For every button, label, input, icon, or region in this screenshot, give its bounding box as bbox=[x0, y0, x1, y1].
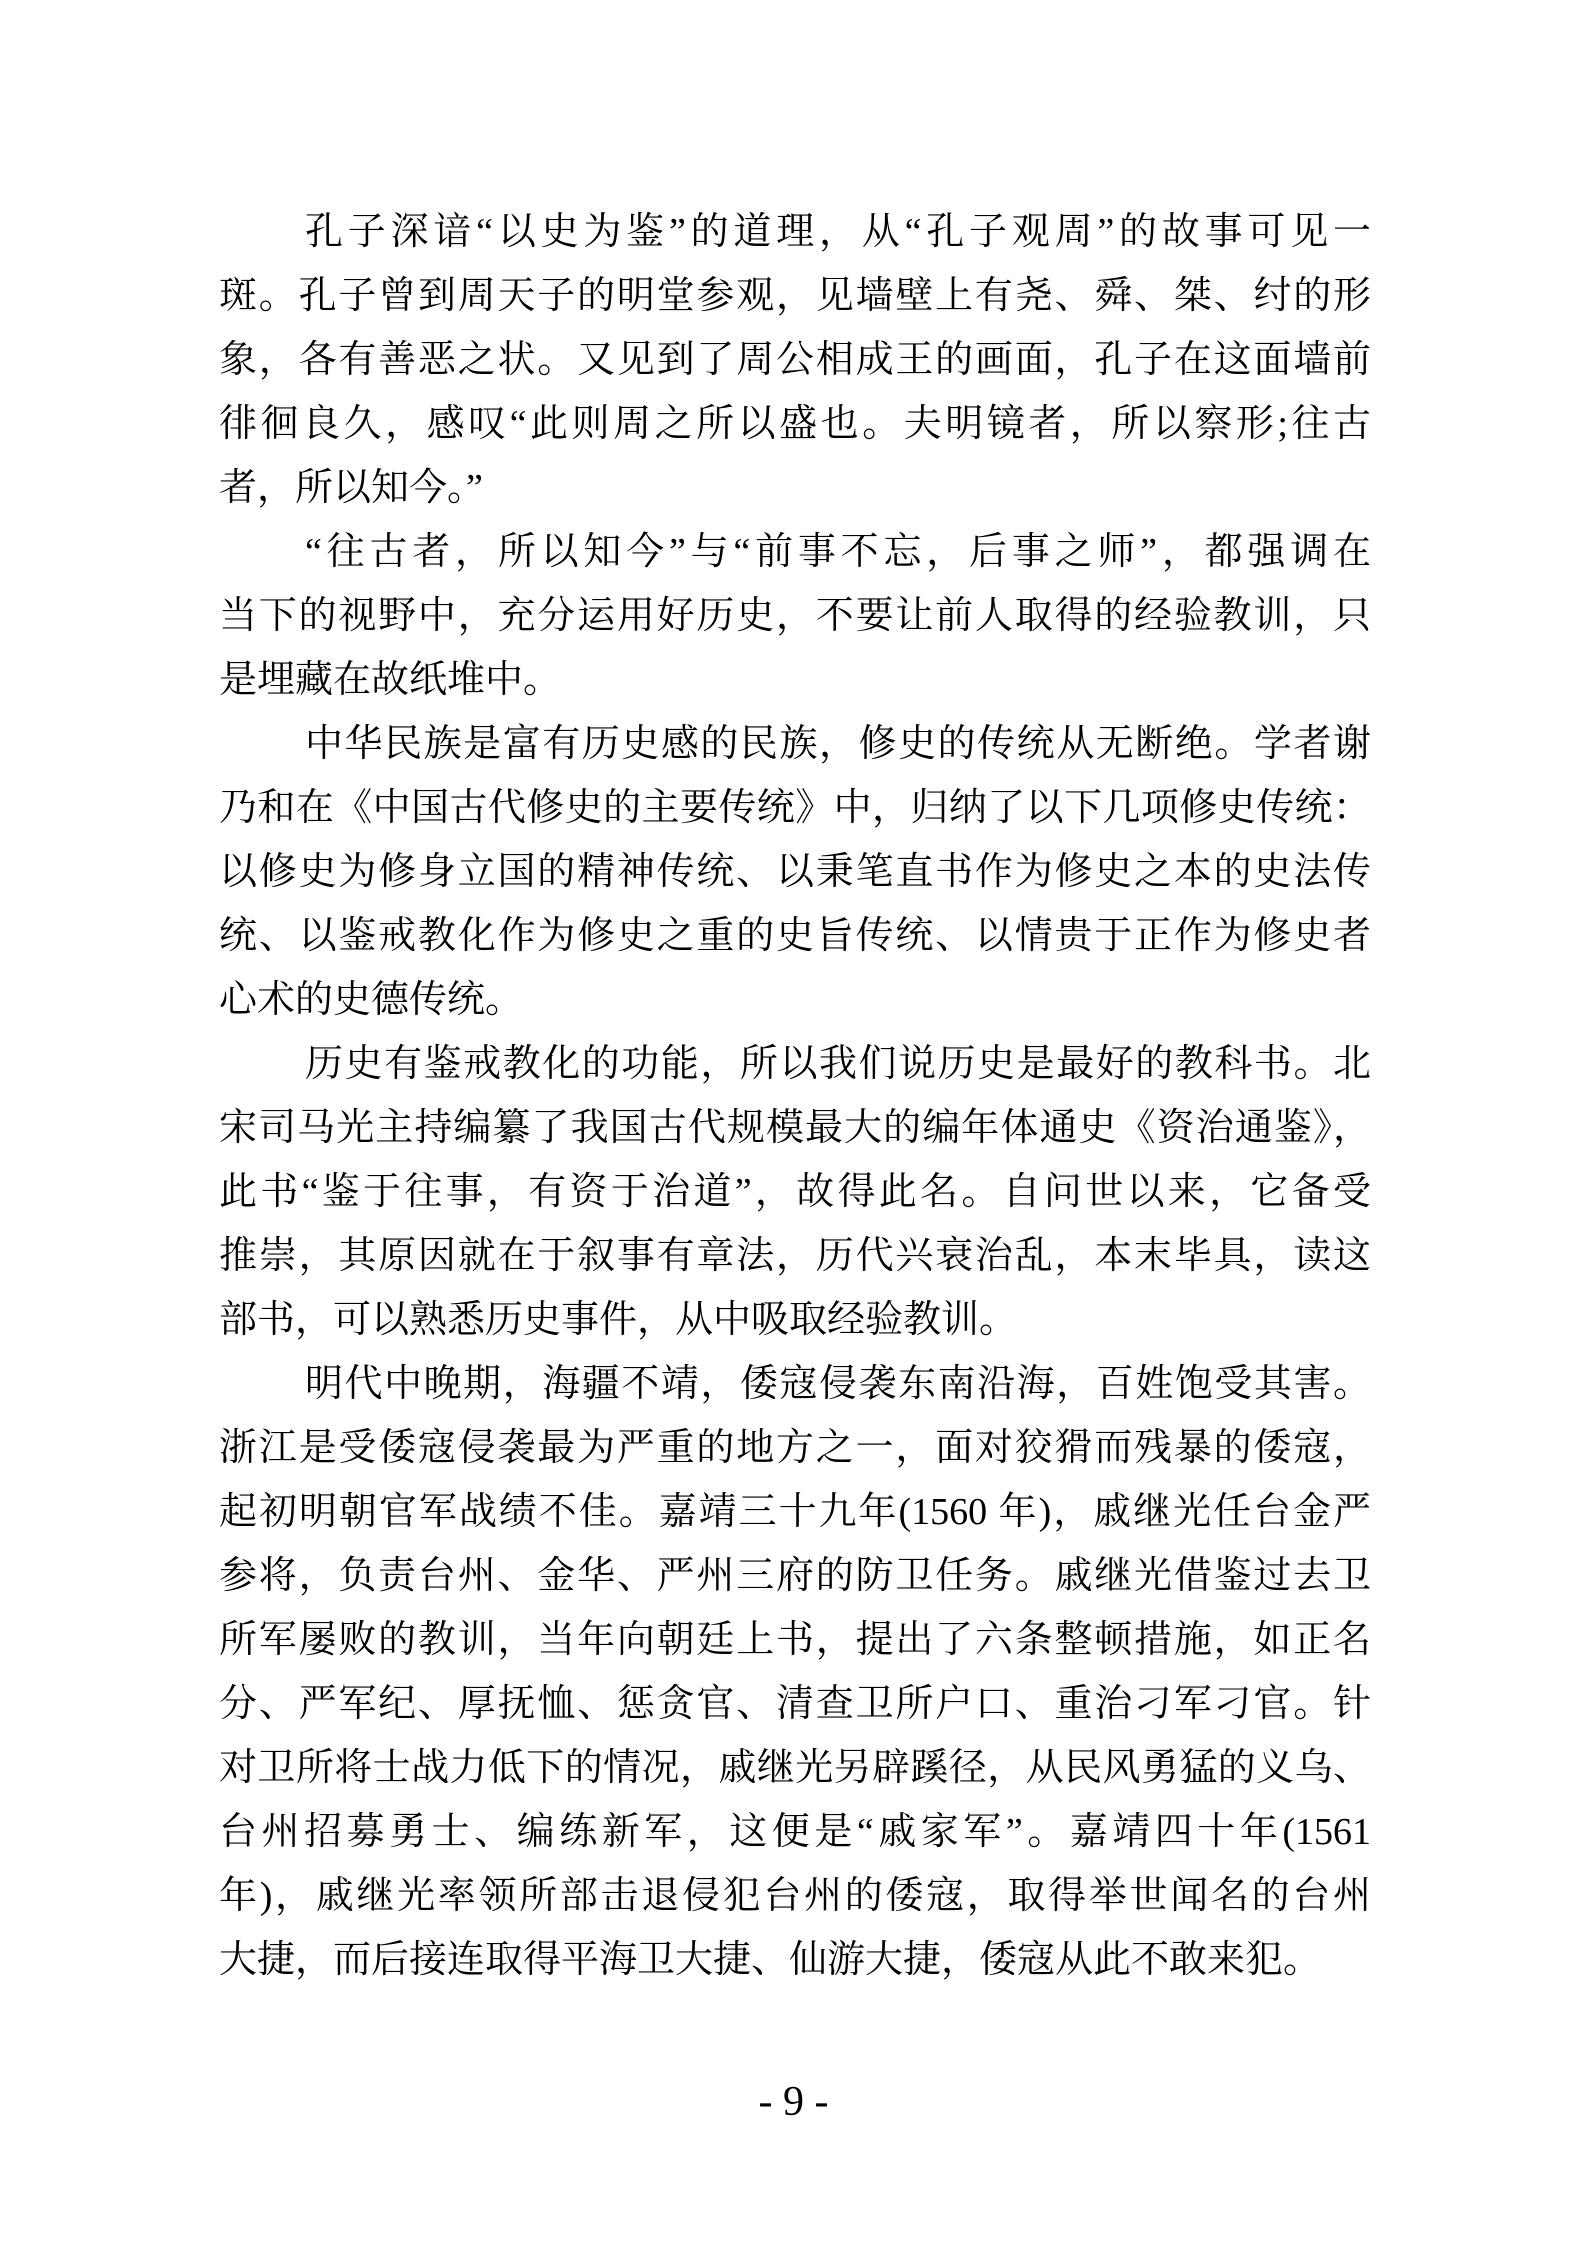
text-line: 斑。孔子曾到周天子的明堂参观，见墙壁上有尧、舜、桀、纣的形 bbox=[219, 275, 1371, 317]
text-line: 乃和在《中国古代修史的主要传统》中，归纳了以下几项修史传统： bbox=[219, 787, 1371, 829]
text-line: 分、严军纪、厚抚恤、惩贪官、清查卫所户口、重治刁军刁官。针 bbox=[219, 1683, 1371, 1725]
text-line: 以修史为修身立国的精神传统、以秉笔直书作为修史之本的史法传 bbox=[219, 851, 1371, 893]
text-line: 历史有鉴戒教化的功能，所以我们说历史是最好的教科书。北 bbox=[305, 1043, 1371, 1085]
text-line: 明代中晚期，海疆不靖，倭寇侵袭东南沿海，百姓饱受其害。 bbox=[305, 1363, 1371, 1405]
paragraph-xiushi-chuantong bbox=[219, 712, 1371, 1032]
text-line: 此书“鉴于往事，有资于治道”，故得此名。自问世以来，它备受 bbox=[219, 1171, 1371, 1213]
text-line: 部书，可以熟悉历史事件，从中吸取经验教训。 bbox=[219, 1299, 1018, 1341]
page-number: - 9 - bbox=[758, 2079, 829, 2125]
text-line: 参将，负责台州、金华、严州三府的防卫任务。戚继光借鉴过去卫 bbox=[219, 1555, 1371, 1597]
text-line: 浙江是受倭寇侵袭最为严重的地方之一，面对狡猾而残暴的倭寇， bbox=[219, 1427, 1371, 1469]
text-line: 当下的视野中，充分运用好历史，不要让前人取得的经验教训，只 bbox=[219, 595, 1371, 637]
text-line: 推崇，其原因就在于叙事有章法，历代兴衰治乱，本末毕具，读这 bbox=[219, 1235, 1371, 1277]
paragraph-kongzi-guanzhou bbox=[219, 200, 1371, 520]
text-line: 者，所以知今。” bbox=[219, 467, 483, 509]
text-line: 是埋藏在故纸堆中。 bbox=[219, 659, 562, 701]
text-line: “往古者，所以知今”与“前事不忘，后事之师”，都强调在 bbox=[305, 531, 1371, 573]
text-line: 所军屡败的教训，当年向朝廷上书，提出了六条整顿措施，如正名 bbox=[219, 1619, 1371, 1661]
text-line: 台州招募勇士、编练新军，这便是“戚家军”。嘉靖四十年(1561 bbox=[219, 1811, 1371, 1853]
text-line: 孔子深谙“以史为鉴”的道理，从“孔子观周”的故事可见一 bbox=[305, 211, 1371, 253]
text-line: 徘徊良久，感叹“此则周之所以盛也。夫明镜者，所以察形;往古 bbox=[219, 403, 1371, 445]
text-line: 年)，戚继光率领所部击退侵犯台州的倭寇，取得举世闻名的台州 bbox=[219, 1875, 1371, 1917]
paragraph-qijiguang bbox=[219, 1352, 1371, 1992]
text-line: 宋司马光主持编纂了我国古代规模最大的编年体通史《资治通鉴》， bbox=[219, 1107, 1371, 1149]
text-line: 中华民族是富有历史感的民族，修史的传统从无断绝。学者谢 bbox=[305, 723, 1371, 765]
text-line: 统、以鉴戒教化作为修史之重的史旨传统、以情贵于正作为修史者 bbox=[219, 915, 1371, 957]
paragraph-zizhitongjian bbox=[219, 1032, 1371, 1352]
text-line: 起初明朝官军战绩不佳。嘉靖三十九年(1560 年)，戚继光任台金严 bbox=[219, 1491, 1371, 1533]
text-line: 象，各有善恶之状。又见到了周公相成王的画面，孔子在这面墙前 bbox=[219, 339, 1371, 381]
text-line: 心术的史德传统。 bbox=[219, 979, 524, 1021]
paragraph-wanggu-zhe bbox=[219, 520, 1371, 712]
text-line: 对卫所将士战力低下的情况，戚继光另辟蹊径，从民风勇猛的义乌、 bbox=[219, 1747, 1371, 1789]
text-line: 大捷，而后接连取得平海卫大捷、仙游大捷，倭寇从此不敢来犯。 bbox=[219, 1939, 1322, 1981]
document-body bbox=[219, 200, 1371, 1992]
